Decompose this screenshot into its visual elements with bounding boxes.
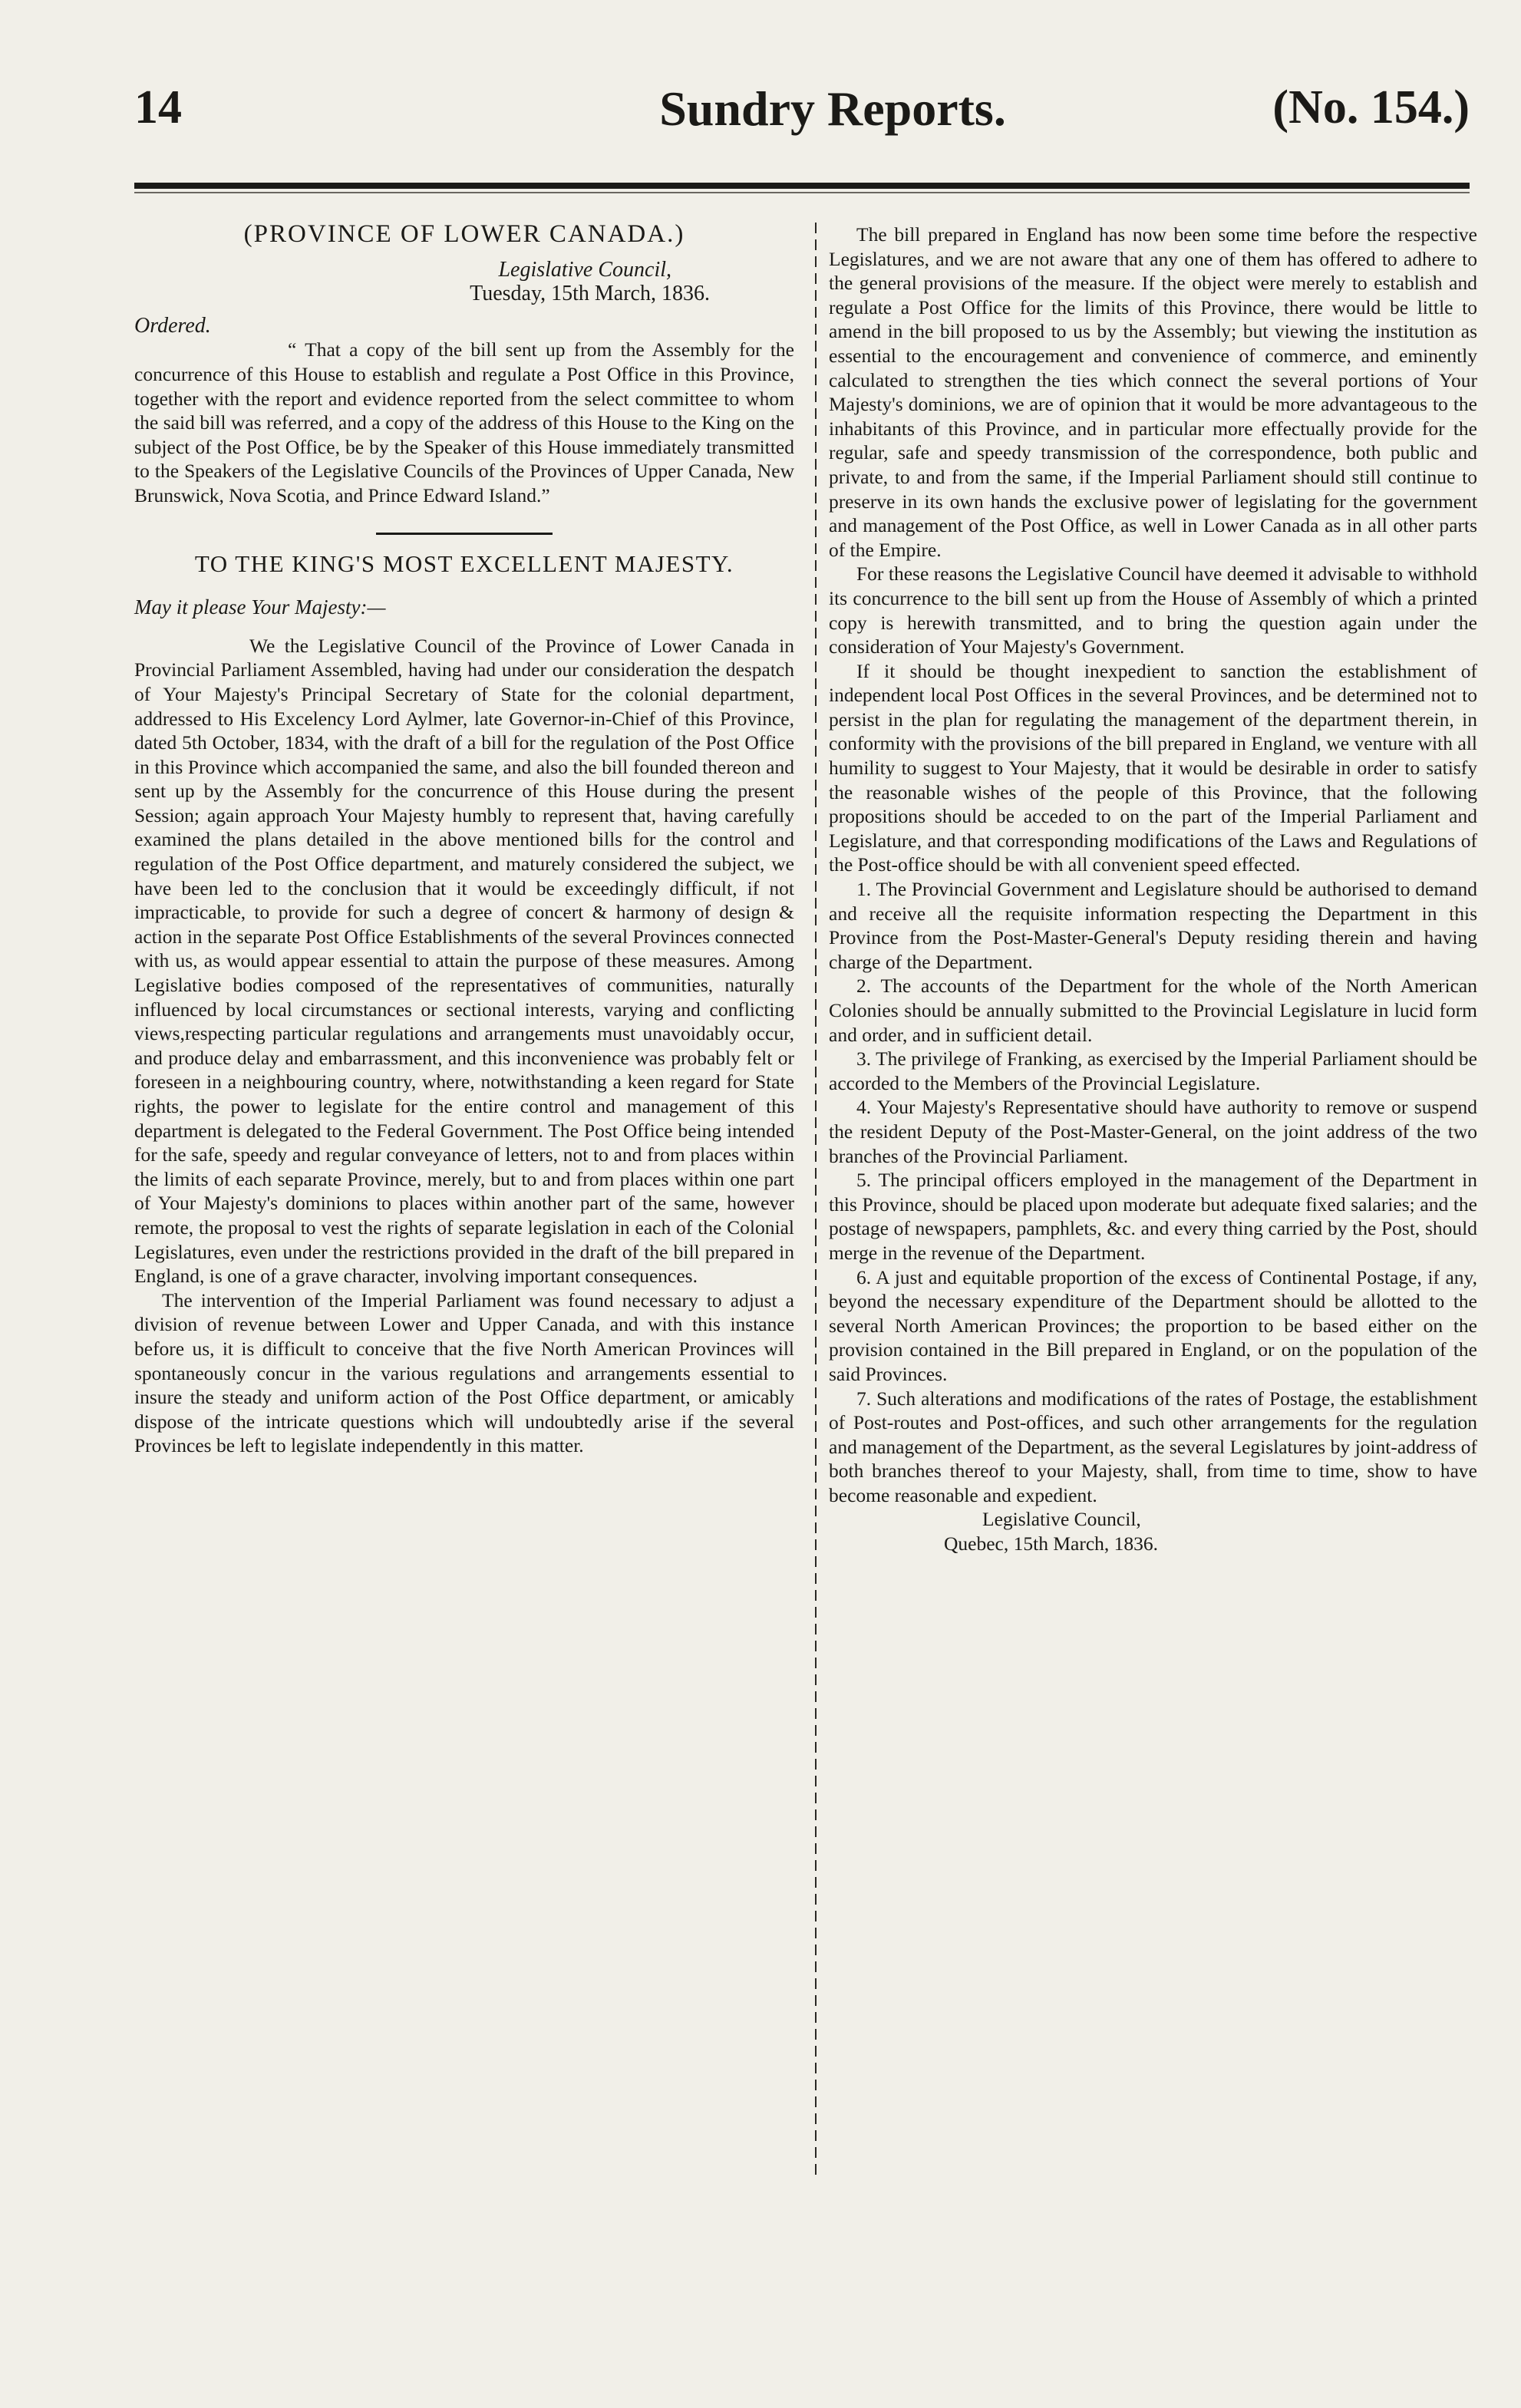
address-heading: TO THE KING'S MOST EXCELLENT MAJESTY. (194, 549, 734, 577)
council-date: Tuesday, 15th March, 1836. (470, 282, 710, 306)
signoff-place-date: Quebec, 15th March, 1836. (944, 1532, 1159, 1555)
signoff-council: Legislative Council, (982, 1508, 1141, 1531)
address-paragraph-1: We the Legislative Council of the Province of Lower Canada in Provincial Parliament Assembled, having had under our consideration the despatch of Your Majesty's Principal Secretary of State for the colonial department, addressed to His Excelency Lord Aylmer, late Governor-in-Chief of this Province, dated 5th October, 1834, with the draft of a bill for the regulation of the Post Office in this Province which accompanied the same, and also the bill founded thereon and sent up by the Assembly for the concurrence of this House during the present Session; again approach Your Majesty humbly to represent that, having carefully examined the plans detailed in the above mentioned bills for the control and regulation of the Post Office department, and maturely considered the subject, we have been led to the conclusion that it would be exceedingly difficult, if not impracticable, to provide for such a degree of concert & harmony of design & action in the separate Post Office Establishments of the several Provinces connected with us, as would appear essential to attain the purpose of these measures. Among Legislative bodies composed of the representatives of communities, naturally influenced by local circumstances or sectional interests, varying and conflicting views,respecting particular regulations and arrangements must unavoidably occur, and produce delay and embarrassment, and this inconvenience was probably felt or foreseen in a neighbouring country, where, notwithstanding a keen regard for State rights, the power to legislate for the entire control and management of this department is delegated to the Federal Government. The Post Office being intended for the safe, speedy and regular conveyance of letters, not to and from places within the limits of each separate Province, merely, but to and from places within one part of Your Majesty's dominions to places within another part of the same, however remote, the proposal to vest the rights of separate legislation in each of the Colonial Legislatures, even under the restrictions provided in the draft of the bill prepared in England, is one of a grave character, involving important consequences. (134, 634, 794, 1288)
proposition-1: 1. The Provincial Government and Legislature should be authorised to demand and receive all the requisite information respecting the Department in this Province from the Post-Master-General's Deputy residing therein and having charge of the Department. (829, 878, 1477, 973)
section-rule (376, 533, 553, 535)
document-number: (No. 154.) (1272, 81, 1470, 134)
column-divider (815, 223, 817, 2179)
province-heading: (PROVINCE OF LOWER CANADA.) (243, 220, 685, 248)
ordered-label: Ordered. (134, 313, 211, 338)
right-column (829, 223, 1477, 1556)
proposition-3: 3. The privilege of Franking, as exercised by the Imperial Parliament should be accorded to the Members of the Provincial Legislature. (829, 1047, 1477, 1094)
page-header (134, 81, 1470, 157)
council-name: Legislative Council, (498, 257, 671, 282)
order-text: “ That a copy of the bill sent up from the Assembly for the concurrence of this House to establish and regulate a Post Office in this Province, together with the report and evidence reported from the select committee to whom the said bill was referred, and a copy of the address of this House to the King on the subject of the Post Office, be by the Speaker of this House immediately transmitted to the Speakers of the Legislative Councils of the Provinces of Upper Canada, New Brunswick, Nova Scotia, and Prince Edward Island.” (134, 338, 794, 506)
address-paragraph-5: If it should be thought inexpedient to sanction the establishment of independent local Post Offices in the several Provinces, and be determined not to persist in the plan for regulating the management of the department therein, in conformity with the provisions of the bill prepared in England, we venture with all humility to suggest to Your Majesty, that it would be desirable in order to satisfy the reasonable wishes of the people of this Province, that the following propositions should be acceded to on the part of the Imperial Parliament and Legislature, and that corresponding modifications of the Laws and Regulations of the Post-office should be with all convenient speed effected. (829, 659, 1477, 876)
address-paragraph-4: For these reasons the Legislative Council have deemed it advisable to withhold its concurrence to the bill sent up from the House of Assembly of which a printed copy is herewith transmitted, and to bring the question again under the consideration of Your Majesty's Government. (829, 562, 1477, 658)
proposition-2: 2. The accounts of the Department for the whole of the North American Colonies should be annually submitted to the Provincial Legislature in lucid form and order, and in sufficient detail. (829, 975, 1477, 1046)
header-rule (134, 183, 1470, 189)
proposition-5: 5. The principal officers employed in the management of the Department in this Province, should be placed upon moderate but adequate fixed salaries; and the postage of newspapers, pamphlets, &c. and every thing carried by the Post, should merge in the revenue of the Department. (829, 1169, 1477, 1264)
page-number: 14 (134, 81, 182, 134)
proposition-7: 7. Such alterations and modifications of the rates of Postage, the establishment of Post-routes and Post-offices, and such other arrangements for the regulation and management of the Department, as the several Legislatures by joint-address of both branches thereof to your Majesty, shall, from time to time, show to have become reasonable and expedient. (829, 1387, 1477, 1506)
address-paragraph-2: The intervention of the Imperial Parliament was found necessary to adjust a division of revenue between Lower and Upper Canada, and with this instance before us, it is difficult to conceive that the five North American Provinces will spontaneously concur in the various regulations and arrangements essential to insure the steady and uniform action of the Post Office department, or amicably dispose of the intricate questions which will undoubtedly arise if the several Provinces be left to legislate independently in this matter. (134, 1288, 794, 1457)
left-column (134, 220, 794, 1458)
address-paragraph-3: The bill prepared in England has now been some time before the respective Legislatures, and we are not aware that any one of them has offered to adhere to the general provisions of the measure. If the object were merely to establish and regulate a Post Office for the limits of this Province, there would be little to amend in the bill proposed to us by the Assembly; but viewing the institution as essential to the encouragement and convenience of commerce, and eminently calculated to strengthen the ties which connect the several portions of Your Majesty's dominions, we are of opinion that it would be more advantageous to the inhabitants of this Province, and in particular more effectually provide for the regular, safe and speedy transmission of the correspondence, both public and private, to and from the same, if the Imperial Parliament should still continue to preserve in its own hands the exclusive power of legislating for the government and management of the Post Office, as well in Lower Canada as in all other parts of the Empire. (829, 223, 1477, 561)
salutation: May it please Your Majesty:— (134, 595, 386, 619)
running-title: Sundry Reports. (659, 81, 1006, 136)
proposition-6: 6. A just and equitable proportion of the excess of Continental Postage, if any, beyond the necessary expenditure of the Department should be allotted to the several North American Provinces; the proportion to be based either on the provision contained in the Bill prepared in England, or on the population of the said Provinces. (829, 1265, 1477, 1385)
header-rule-thin (134, 192, 1470, 193)
proposition-4: 4. Your Majesty's Representative should have authority to remove or suspend the resident Deputy of the Post-Master-General, on the joint address of the two branches of the Provincial Parliament. (829, 1096, 1477, 1167)
